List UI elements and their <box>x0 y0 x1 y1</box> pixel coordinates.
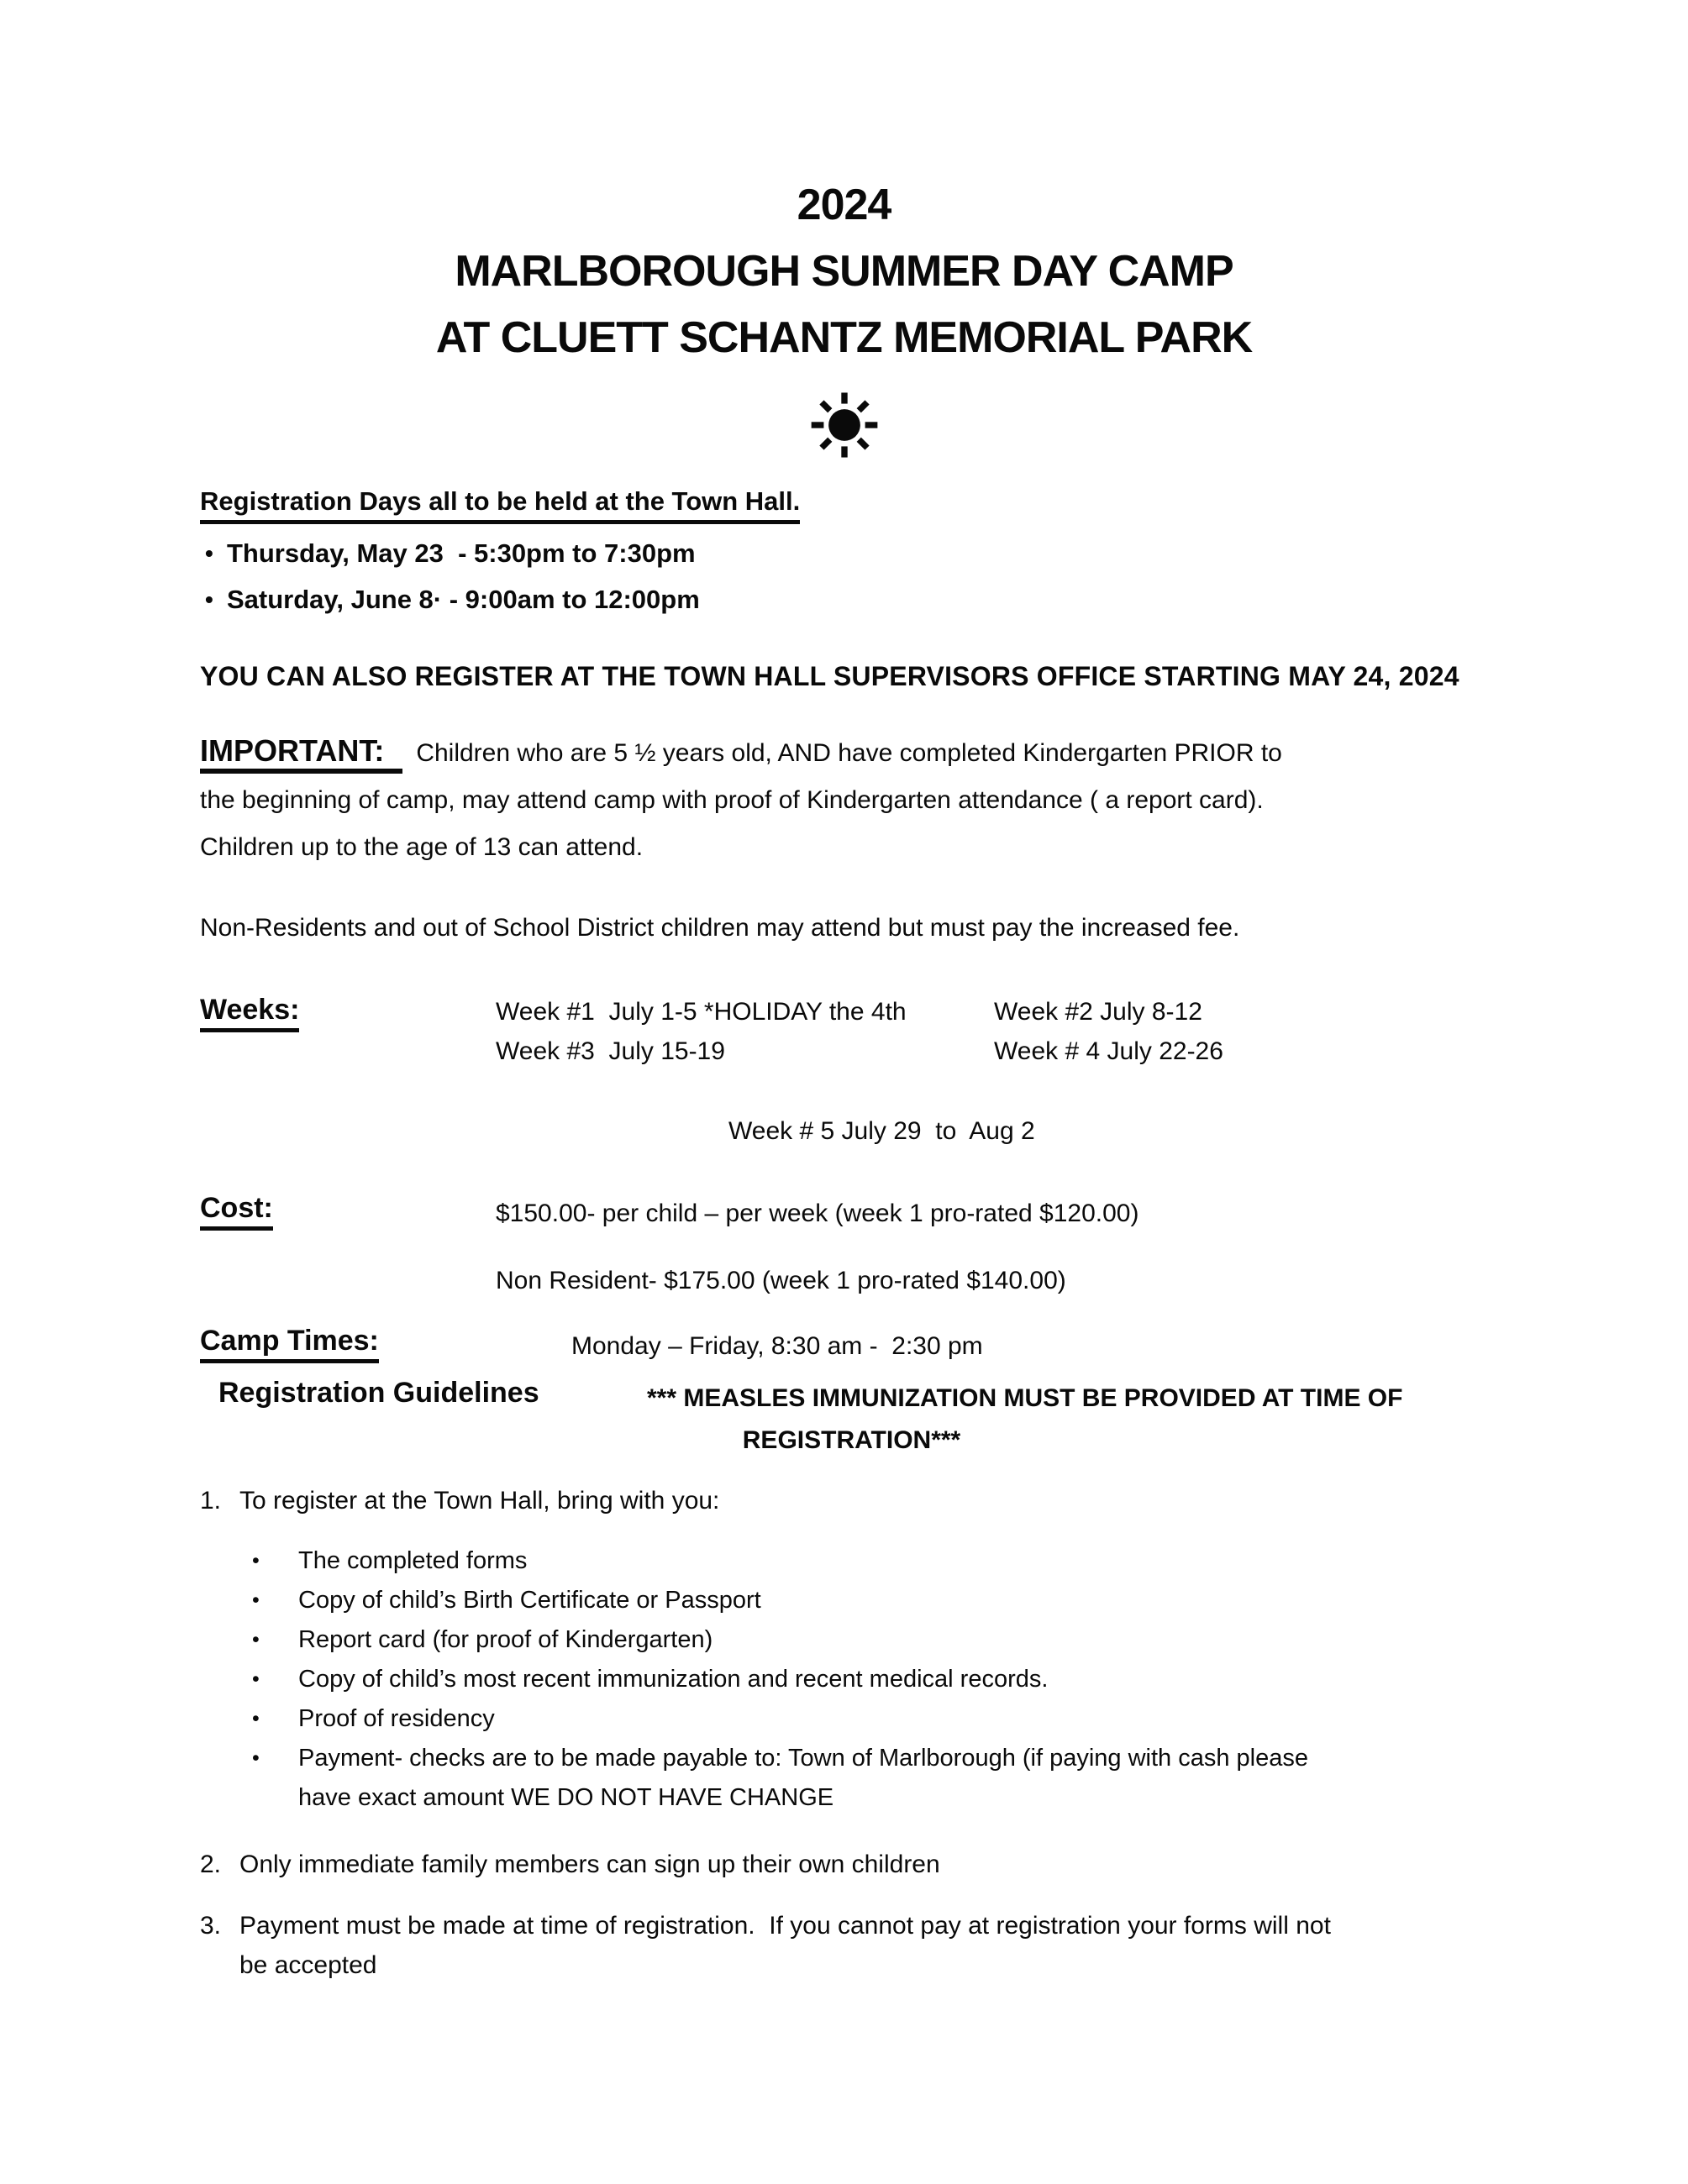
important-paragraph <box>200 727 1503 871</box>
list-item <box>200 1739 1503 1818</box>
registration-day-item-2 <box>200 583 1503 617</box>
weeks-section <box>200 992 1503 1148</box>
weeks-row-2 <box>200 1032 1503 1071</box>
important-line-1: Children who are 5 ½ years old, AND have completed Kindergarten PRIOR to <box>416 739 1282 767</box>
list-item <box>200 1699 1503 1739</box>
bullet-icon: • <box>205 586 213 612</box>
important-line-2: the beginning of camp, may attend camp with proof of Kindergarten attendance ( a report card). <box>200 786 1264 814</box>
bullet-text-line-1: Payment- checks are to be made payable to: Town of Marlborough (if paying with cash please <box>298 1745 1309 1772</box>
important-label: IMPORTANT: <box>200 733 402 774</box>
bullet-icon: • <box>205 540 213 566</box>
registration-guidelines-row <box>200 1377 1503 1415</box>
list-item <box>200 1581 1503 1620</box>
list-item <box>200 1620 1503 1660</box>
bullet-text: Copy of child’s Birth Certificate or Passport <box>298 1587 761 1614</box>
registration-day-2-text: Saturday, June 8· - 9:00am to 12:00pm <box>227 585 700 614</box>
bullet-icon: • <box>252 1588 260 1612</box>
week-3-cell: Week #3 July 15-19 <box>496 1037 725 1065</box>
bullet-text: Report card (for proof of Kindergarten) <box>298 1626 713 1653</box>
bullet-icon: • <box>252 1549 260 1572</box>
cost-resident-line: $150.00- per child – per week (week 1 pro-rated $120.00) <box>496 1200 1139 1227</box>
title-block <box>0 0 1688 459</box>
bullet-icon: • <box>252 1628 260 1651</box>
page-title-park: AT CLUETT SCHANTZ MEMORIAL PARK <box>435 313 1253 362</box>
non-residents-line: Non-Residents and out of School District children may attend but must pay the increased fee. <box>200 914 1240 942</box>
bullet-text: The completed forms <box>298 1547 528 1574</box>
item-number: 2. <box>200 1851 222 1878</box>
flyer-content <box>0 485 1688 1985</box>
weeks-label: Weeks: <box>200 994 299 1032</box>
bring-with-you-list <box>200 1541 1503 1818</box>
camp-times-label: Camp Times: <box>200 1325 379 1363</box>
measles-notice-line-1: *** MEASLES IMMUNIZATION MUST BE PROVIDED AT TIME OF <box>647 1384 1403 1412</box>
item-number: 1. <box>200 1487 222 1515</box>
item-1-text: To register at the Town Hall, bring with you: <box>239 1487 720 1515</box>
numbered-item-2 <box>200 1845 1503 1884</box>
registration-days-heading: Registration Days all to be held at the Town Hall. <box>200 485 800 524</box>
weeks-row-1 <box>200 992 1503 1032</box>
list-item <box>200 1541 1503 1581</box>
bullet-icon: • <box>252 1746 260 1770</box>
bullet-text: Proof of residency <box>298 1705 495 1732</box>
bullet-text: Copy of child’s most recent immunization and recent medical records. <box>298 1666 1049 1693</box>
bullet-icon: • <box>252 1667 260 1691</box>
item-2-text: Only immediate family members can sign up their own children <box>239 1851 940 1878</box>
bullet-icon: • <box>252 1707 260 1730</box>
measles-notice-line-2: REGISTRATION*** <box>742 1426 961 1454</box>
also-register-line: YOU CAN ALSO REGISTER AT THE TOWN HALL SUPERVISORS OFFICE STARTING MAY 24, 2024 <box>200 661 1459 691</box>
camp-times-value: Monday – Friday, 8:30 am - 2:30 pm <box>571 1332 983 1360</box>
registration-guidelines-heading: Registration Guidelines <box>218 1377 539 1409</box>
numbered-item-1 <box>200 1484 1503 1518</box>
page-title-year: 2024 <box>797 181 891 229</box>
week-4-cell: Week # 4 July 22-26 <box>994 1037 1223 1065</box>
page-title-camp: MARLBOROUGH SUMMER DAY CAMP <box>455 247 1233 296</box>
item-3-text-line-1: Payment must be made at time of registration. If you cannot pay at registration your forms will not <box>239 1912 1331 1940</box>
week-5-line: Week # 5 July 29 to Aug 2 <box>728 1117 1035 1145</box>
cost-label: Cost: <box>200 1192 273 1231</box>
week-1-cell: Week #1 July 1-5 *HOLIDAY the 4th <box>496 998 907 1026</box>
item-3-text-line-2: be accepted <box>239 1951 377 1979</box>
important-line-3: Children up to the age of 13 can attend. <box>200 833 644 861</box>
week-2-cell: Week #2 July 8-12 <box>994 998 1202 1026</box>
sun-icon <box>0 391 1688 459</box>
camp-times-row <box>200 1325 1503 1365</box>
list-item <box>200 1660 1503 1699</box>
item-number: 3. <box>200 1912 222 1940</box>
important-line-1-row <box>200 727 1503 777</box>
bullet-text-line-2: have exact amount WE DO NOT HAVE CHANGE <box>298 1784 834 1811</box>
cost-row <box>200 1192 1503 1232</box>
registration-days-heading-row <box>200 485 1503 524</box>
numbered-item-3 <box>200 1906 1503 1985</box>
registration-day-1-text: Thursday, May 23 - 5:30pm to 7:30pm <box>227 538 696 568</box>
cost-nonresident-line: Non Resident- $175.00 (week 1 pro-rated $140.00) <box>496 1267 1066 1294</box>
registration-day-item-1 <box>200 537 1503 570</box>
